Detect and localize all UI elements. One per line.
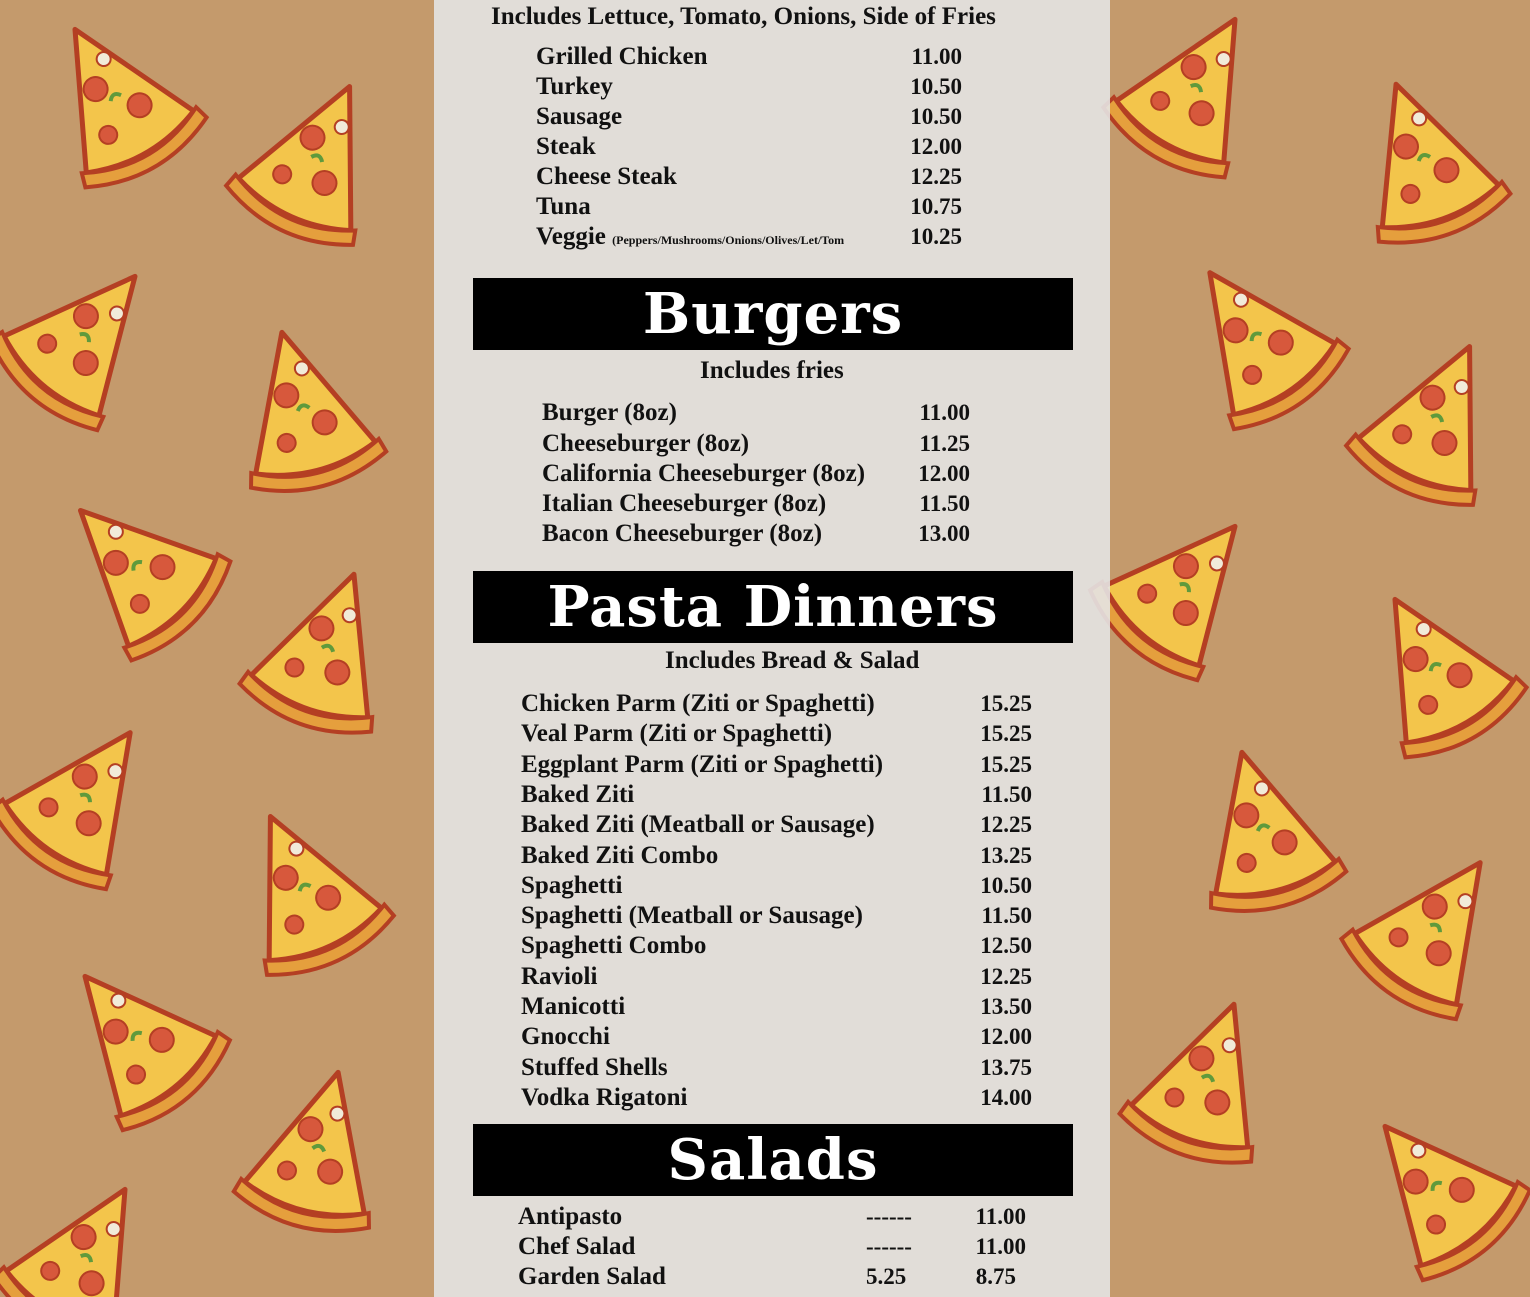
item-name: Burger (8oz) [542,399,677,426]
item-name: Spaghetti (Meatball or Sausage) [521,902,863,929]
section-header-pasta-dinners: Pasta Dinners [473,571,1073,643]
item-price-small: 5.25 [866,1264,907,1289]
item-price: 11.00 [975,1234,1026,1259]
menu-item [521,810,1032,840]
item-price: 15.25 [980,752,1032,777]
item-price: 14.00 [980,1085,1032,1110]
menu-item [518,1262,1026,1292]
item-price: 12.25 [910,164,962,189]
item-price: 10.50 [980,873,1032,898]
menu-item [542,489,970,519]
item-name: Garden Salad [518,1263,666,1290]
item-name: Baked Ziti Combo [521,842,719,869]
item-price: 13.50 [980,994,1032,1019]
menu-item [536,222,962,252]
item-price: 15.25 [980,691,1032,716]
item-price: 10.25 [910,224,962,249]
item-name: Baked Ziti [521,781,635,808]
menu-item [521,931,1032,961]
menu-item [536,162,962,192]
menu-item [521,780,1032,810]
item-price: 15.25 [980,721,1032,746]
menu-item [518,1202,1026,1232]
item-price: 10.75 [910,194,962,219]
item-name: Tuna [536,193,591,220]
item-name: Chef Salad [518,1233,636,1260]
item-price: 11.50 [981,782,1032,807]
item-name: Italian Cheeseburger (8oz) [542,490,827,517]
menu-item [521,719,1032,749]
item-price: 13.25 [980,843,1032,868]
item-price: 12.00 [918,461,970,486]
item-name: Ravioli [521,963,598,990]
menu-item [518,1232,1026,1262]
item-price: 12.25 [980,964,1032,989]
item-name: California Cheeseburger (8oz) [542,460,866,487]
menu-item [521,1022,1032,1052]
item-name: Gnocchi [521,1023,610,1050]
menu-item [536,42,962,72]
item-name: Baked Ziti (Meatball or Sausage) [521,811,875,838]
menu-item [521,689,1032,719]
item-price: 12.00 [910,134,962,159]
burgers-subtitle: Includes fries [700,357,844,384]
menu-item [542,459,970,489]
item-price: 11.00 [911,44,962,69]
item-price: 10.50 [910,74,962,99]
menu-item [521,1083,1032,1113]
menu-item [521,1053,1032,1083]
item-name: Grilled Chicken [536,43,708,70]
item-name: Spaghetti [521,872,623,899]
item-price: 12.25 [980,812,1032,837]
item-name: Antipasto [518,1203,623,1230]
pasta-subtitle: Includes Bread & Salad [665,647,920,674]
item-name: Manicotti [521,993,626,1020]
item-name: Steak [536,133,596,160]
item-name: Spaghetti Combo [521,932,707,959]
item-price: 12.50 [980,933,1032,958]
item-name: Sausage [536,103,623,130]
item-name: Chicken Parm (Ziti or Spaghetti) [521,690,875,717]
item-note: (Peppers/Mushrooms/Onions/Olives/Let/Tom [612,233,845,247]
item-name: Bacon Cheeseburger (8oz) [542,520,823,547]
menu-item [542,519,970,549]
section-header-burgers: Burgers [473,278,1073,350]
menu-item [521,962,1032,992]
menu-item [536,72,962,102]
menu-item [521,841,1032,871]
section-header-salads: Salads [473,1124,1073,1196]
item-price: 11.50 [981,903,1032,928]
item-price: 11.25 [919,431,970,456]
item-name: Stuffed Shells [521,1054,668,1081]
item-name: Cheeseburger (8oz) [542,430,750,457]
item-price: 12.00 [980,1024,1032,1049]
item-name: Vodka Rigatoni [521,1084,688,1111]
item-price: 10.50 [910,104,962,129]
menu-item [521,901,1032,931]
item-name: Eggplant Parm (Ziti or Spaghetti) [521,751,884,778]
menu-item [542,429,970,459]
item-price: 13.00 [918,521,970,546]
menu-item [536,132,962,162]
menu-item [536,102,962,132]
item-price-small: ------ [866,1234,912,1259]
sandwiches-subtitle: Includes Lettuce, Tomato, Onions, Side of Fries [491,3,996,30]
item-price: 11.00 [975,1204,1026,1229]
menu-item [542,398,970,428]
menu-item [536,192,962,222]
item-price: 8.75 [975,1264,1016,1289]
item-name: Turkey [536,73,613,100]
item-label: Veggie [536,223,606,250]
item-price: 13.75 [980,1055,1032,1080]
item-name: Veal Parm (Ziti or Spaghetti) [521,720,833,747]
item-price: 11.00 [919,400,970,425]
item-price: 11.50 [919,491,970,516]
item-name [536,222,844,255]
menu-item [521,871,1032,901]
menu-item [521,750,1032,780]
menu-item [521,992,1032,1022]
item-price-small: ------ [866,1204,912,1229]
item-name: Cheese Steak [536,163,677,190]
